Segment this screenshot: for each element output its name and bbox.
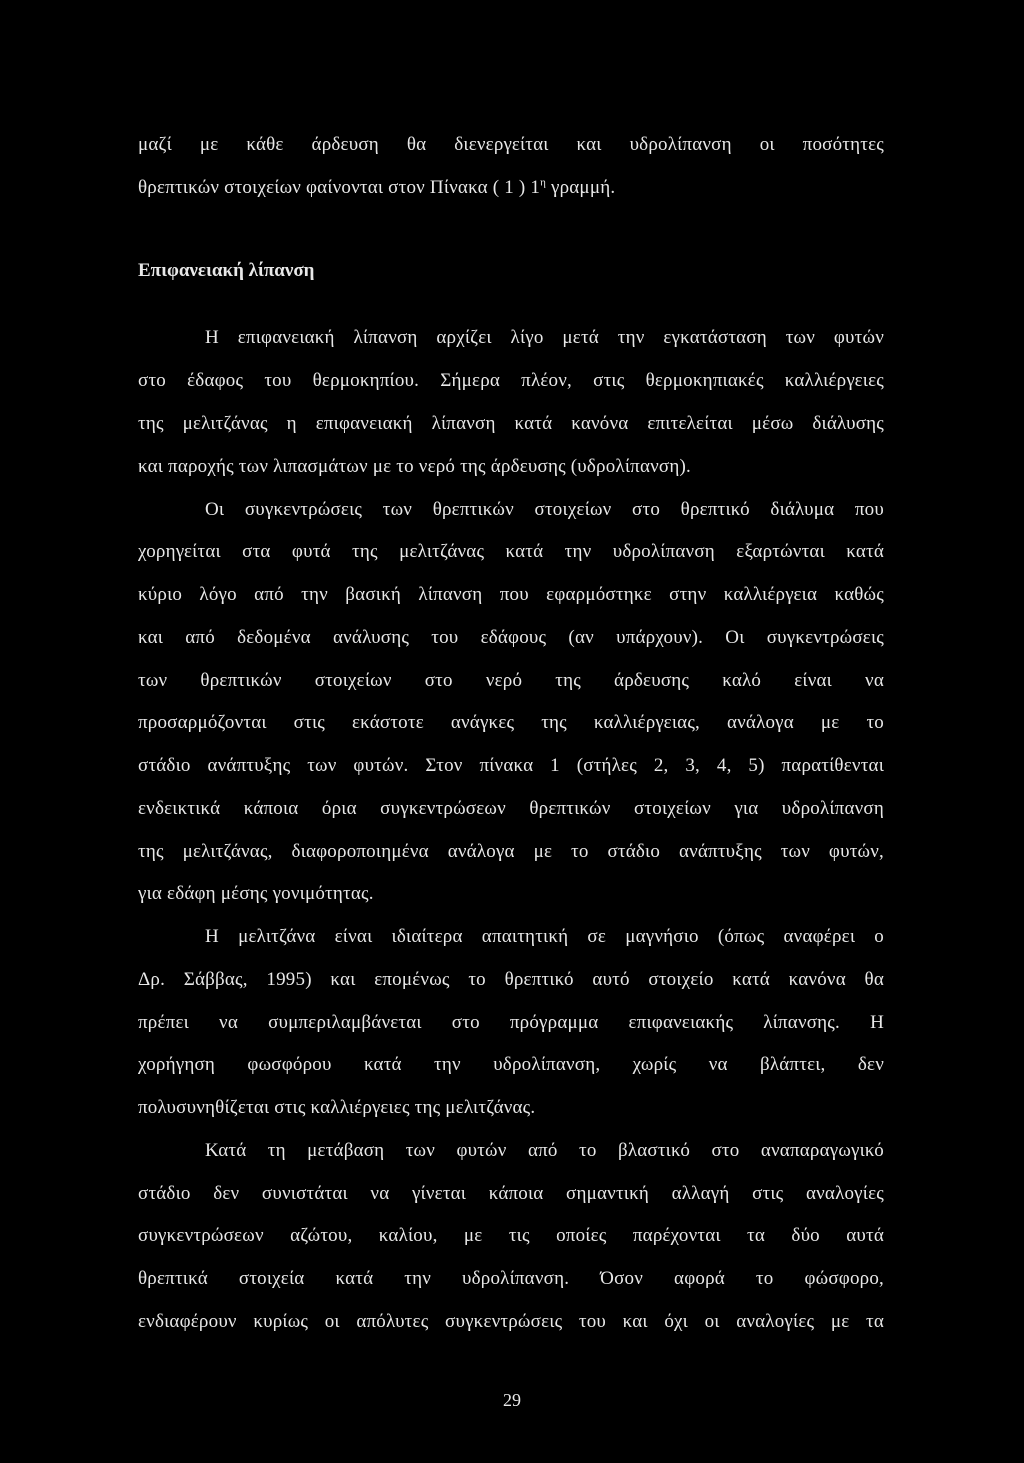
text-line: ενδεικτικά κάποια όρια συγκεντρώσεων θρεπτικών στοιχείων για υδρολίπανση — [138, 798, 884, 819]
text-line: και από δεδομένα ανάλυσης του εδάφους (αν υπάρχουν). Οι συγκεντρώσεις — [138, 627, 884, 648]
text-line: Οι συγκεντρώσεις των θρεπτικών στοιχείων στο θρεπτικό διάλυμα που — [205, 499, 884, 520]
text-line: Δρ. Σάββας, 1995) και επομένως το θρεπτικό αυτό στοιχείο κατά κανόνα θα — [138, 969, 884, 990]
text-line: Κατά τη μετάβαση των φυτών από το βλαστικό στο αναπαραγωγικό — [205, 1140, 884, 1161]
text-line: της μελιτζάνας, διαφοροποιημένα ανάλογα με το στάδιο ανάπτυξης των φυτών, — [138, 841, 884, 862]
text-line: των θρεπτικών στοιχείων στο νερό της άρδευσης καλό είναι να — [138, 670, 884, 691]
text-line: πολυσυνηθίζεται στις καλλιέργειες της μελιτζάνας. — [138, 1097, 536, 1118]
text-line: χορηγείται στα φυτά της μελιτζάνας κατά την υδρολίπανση εξαρτώνται κατά — [138, 541, 884, 562]
text-line: στο έδαφος του θερμοκηπίου. Σήμερα πλέον, στις θερμοκηπιακές καλλιέργειες — [138, 370, 884, 391]
text-line: και παροχής των λιπασμάτων με το νερό της άρδευσης (υδρολίπανση). — [138, 456, 691, 477]
text-line — [138, 176, 884, 200]
text-fragment: θρεπτικών στοιχείων φαίνονται στον Πίνακα ( 1 ) 1 — [138, 177, 541, 198]
text-line: κύριο λόγο από την βασική λίπανση που εφαρμόστηκε στην καλλιέργεια καθώς — [138, 584, 884, 605]
text-line: ενδιαφέρουν κυρίως οι απόλυτες συγκεντρώσεις του και όχι οι αναλογίες με τα — [138, 1311, 884, 1332]
section-heading: Επιφανειακή λίπανση — [138, 260, 315, 281]
text-line: πρέπει να συμπεριλαμβάνεται στο πρόγραμμα επιφανειακής λίπανσης. Η — [138, 1012, 884, 1033]
text-line: για εδάφη μέσης γονιμότητας. — [138, 883, 374, 904]
text-line: χορήγηση φωσφόρου κατά την υδρολίπανση, χωρίς να βλάπτει, δεν — [138, 1054, 884, 1075]
text-line: συγκεντρώσεων αζώτου, καλίου, με τις οποίες παρέχονται τα δύο αυτά — [138, 1225, 884, 1246]
page-number: 29 — [503, 1390, 521, 1410]
text-line: προσαρμόζονται στις εκάστοτε ανάγκες της καλλιέργειας, ανάλογα με το — [138, 712, 884, 733]
text-fragment: γραμμή. — [546, 177, 616, 198]
text-line: Η μελιτζάνα είναι ιδιαίτερα απαιτητική σε μαγνήσιο (όπως αναφέρει ο — [205, 926, 884, 947]
text-line: Η επιφανειακή λίπανση αρχίζει λίγο μετά την εγκατάσταση των φυτών — [205, 327, 884, 348]
text-line: θρεπτικά στοιχεία κατά την υδρολίπανση. Όσον αφορά το φώσφορο, — [138, 1268, 884, 1289]
text-line: στάδιο δεν συνιστάται να γίνεται κάποια σημαντική αλλαγή στις αναλογίες — [138, 1183, 884, 1204]
text-line: στάδιο ανάπτυξης των φυτών. Στον πίνακα 1 (στήλες 2, 3, 4, 5) παρατίθενται — [138, 755, 884, 776]
text-line: μαζί με κάθε άρδευση θα διενεργείται και υδρολίπανση οι ποσότητες — [138, 134, 884, 155]
text-line: της μελιτζάνας η επιφανειακή λίπανση κατά κανόνα επιτελείται μέσω διάλυσης — [138, 413, 884, 434]
superscript: η — [540, 176, 547, 189]
